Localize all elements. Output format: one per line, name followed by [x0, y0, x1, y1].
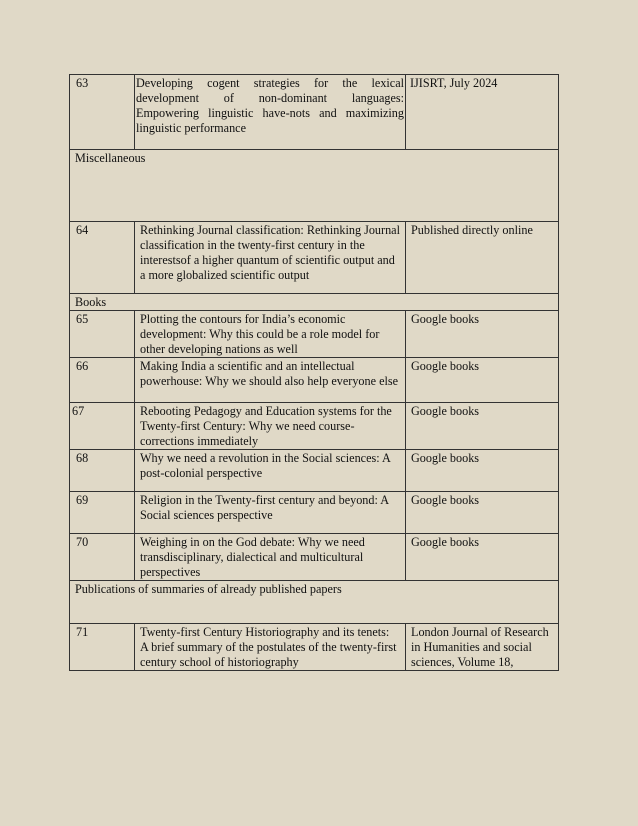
section-row — [70, 294, 559, 311]
section-label: Miscellaneous — [70, 150, 559, 222]
entry-title: Plotting the contours for India’s economic development: Why this could be a role model for other developing nations as well — [135, 311, 406, 358]
entry-number: 70 — [70, 534, 135, 581]
entry-publication: Google books — [406, 311, 559, 358]
entry-title: Making India a scientific and an intellectual powerhouse: Why we should also help everyone else — [135, 358, 406, 403]
entry-title: Rethinking Journal classification: Rethinking Journal classification in the twenty-first century in the interestsof a higher quantum of scientific output and a more globalized scientific output — [135, 222, 406, 294]
entry-title: Developing cogent strategies for the lexical development of non-dominant languages: Empowering linguistic have-nots and maximizing linguistic performance — [135, 75, 406, 150]
entry-title: Religion in the Twenty-first century and beyond: A Social sciences perspective — [135, 492, 406, 534]
section-row — [70, 150, 559, 222]
entry-publication: Published directly online — [406, 222, 559, 294]
entry-number: 68 — [70, 450, 135, 492]
table-row — [70, 358, 559, 403]
publications-table — [69, 74, 559, 671]
table-row — [70, 534, 559, 581]
entry-number: 64 — [70, 222, 135, 294]
entry-publication: Google books — [406, 534, 559, 581]
table-row — [70, 75, 559, 150]
entry-number: 67 — [70, 403, 135, 450]
section-row — [70, 581, 559, 624]
entry-publication: Google books — [406, 358, 559, 403]
entry-publication: IJISRT, July 2024 — [406, 75, 559, 150]
entry-number: 66 — [70, 358, 135, 403]
table-row — [70, 222, 559, 294]
entry-publication: London Journal of Research in Humanities and social sciences, Volume 18, — [406, 624, 559, 671]
entry-publication: Google books — [406, 492, 559, 534]
entry-publication: Google books — [406, 403, 559, 450]
table-row — [70, 311, 559, 358]
entry-number: 63 — [70, 75, 135, 150]
entry-number: 69 — [70, 492, 135, 534]
entry-number: 71 — [70, 624, 135, 671]
table-row — [70, 492, 559, 534]
entry-title: Twenty-first Century Historiography and its tenets: A brief summary of the postulates of the twenty-first century school of historiography — [135, 624, 406, 671]
table-row — [70, 624, 559, 671]
entry-number: 65 — [70, 311, 135, 358]
table-row — [70, 403, 559, 450]
entry-title: Rebooting Pedagogy and Education systems for the Twenty-first Century: Why we need course-corrections immediately — [135, 403, 406, 450]
entry-publication: Google books — [406, 450, 559, 492]
entry-title: Weighing in on the God debate: Why we need transdisciplinary, dialectical and multicultural perspectives — [135, 534, 406, 581]
section-label: Publications of summaries of already published papers — [70, 581, 559, 624]
section-label: Books — [70, 294, 559, 311]
table-row — [70, 450, 559, 492]
entry-title: Why we need a revolution in the Social sciences: A post-colonial perspective — [135, 450, 406, 492]
